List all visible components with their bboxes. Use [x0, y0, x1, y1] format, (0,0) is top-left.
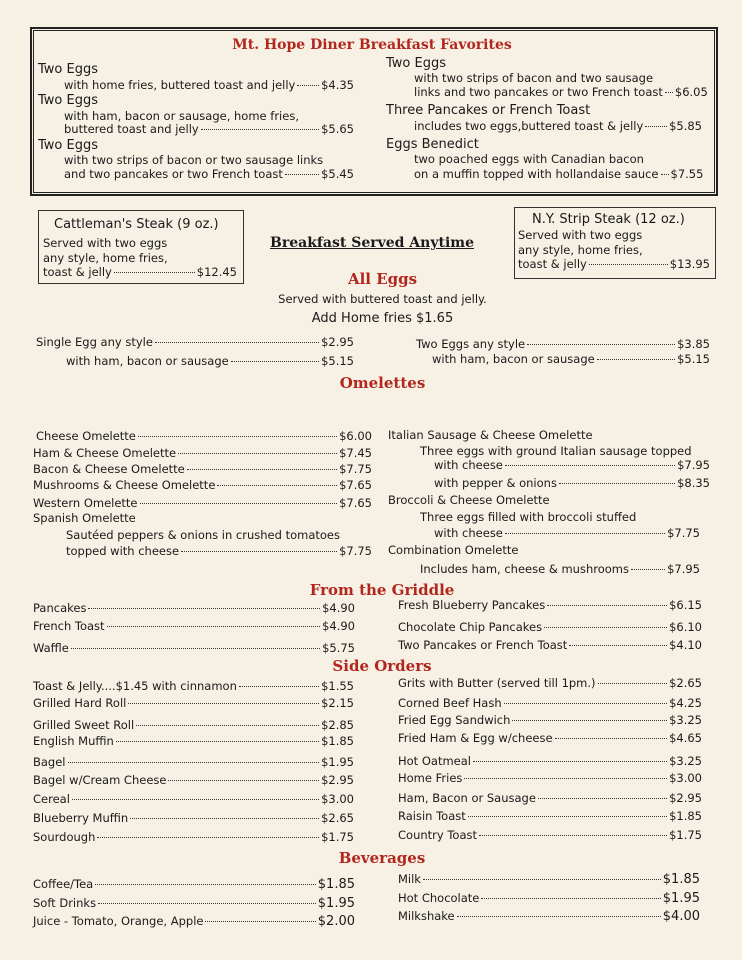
sides-title: Side Orders — [332, 657, 432, 675]
strip-title: N.Y. Strip Steak (12 oz.) — [532, 212, 685, 227]
omelette-left-5: Western Omelette $7.65 — [33, 496, 372, 510]
fav-right-1-line1: with two strips of bacon and two sausage — [414, 71, 654, 85]
strip-line1: Served with two eggs — [518, 228, 643, 242]
all-eggs-note2: Add Home fries $1.65 — [311, 311, 454, 326]
egg-two-meat: with ham, bacon or sausage $5.15 — [432, 352, 710, 366]
fav-left-3-name: Two Eggs — [38, 138, 98, 153]
side-right-1: Grits with Butter (served till 1pm.) $2.65 — [398, 676, 702, 690]
griddle-right-3: Two Pancakes or French Toast $4.10 — [398, 638, 702, 652]
egg-single: Single Egg any style $2.95 — [36, 335, 354, 349]
fav-left-2: buttered toast and jelly $5.65 — [64, 122, 354, 136]
side-right-6: Home Fries $3.00 — [398, 771, 702, 785]
bev-left-2: Soft Drinks $1.95 — [33, 896, 355, 911]
side-left-9: Sourdough $1.75 — [33, 830, 354, 844]
griddle-title: From the Griddle — [309, 581, 455, 599]
broccoli-name: Broccoli & Cheese Omelette — [388, 493, 550, 507]
griddle-right-1: Fresh Blueberry Pancakes $6.15 — [398, 598, 702, 612]
combination-price-row: Includes ham, cheese & mushrooms $7.95 — [420, 562, 700, 576]
favorites-title: Mt. Hope Diner Breakfast Favorites — [232, 37, 512, 53]
bev-left-3: Juice - Tomato, Orange, Apple $2.00 — [33, 914, 355, 929]
italian-name: Italian Sausage & Cheese Omelette — [388, 428, 593, 442]
fav-right-1-name: Two Eggs — [386, 56, 446, 71]
fav-right-2: includes two eggs,buttered toast & jelly $5.85 — [414, 119, 702, 133]
side-right-2: Corned Beef Hash $4.25 — [398, 696, 702, 710]
spanish-desc: Sautéed peppers & onions in crushed tomatoes — [66, 528, 340, 542]
italian-price-row: with cheese $7.95 — [434, 458, 710, 472]
side-right-4: Fried Ham & Egg w/cheese $4.65 — [398, 731, 702, 745]
side-left-4: English Muffin $1.85 — [33, 734, 354, 748]
combination-name: Combination Omelette — [388, 543, 519, 557]
strip-line2: any style, home fries, — [518, 243, 643, 257]
fav-left-2-line1: with ham, bacon or sausage, home fries, — [64, 109, 299, 123]
fav-left-2-name: Two Eggs — [38, 93, 98, 108]
cattleman-line2: any style, home fries, — [43, 251, 168, 265]
anytime-heading: Breakfast Served Anytime — [270, 235, 474, 251]
spanish-name: Spanish Omelette — [33, 511, 136, 525]
griddle-left-3: Waffle $5.75 — [33, 641, 355, 655]
cattleman-line1: Served with two eggs — [43, 236, 168, 250]
fav-right-3-name: Eggs Benedict — [386, 137, 479, 152]
griddle-left-2: French Toast $4.90 — [33, 619, 355, 633]
broccoli-price-row: with cheese $7.75 — [434, 526, 700, 540]
egg-single-meat: with ham, bacon or sausage $5.15 — [66, 354, 354, 368]
side-left-1: Toast & Jelly....$1.45 with cinnamon $1.55 — [33, 679, 354, 693]
side-right-5: Hot Oatmeal $3.25 — [398, 754, 702, 768]
fav-right-1: links and two pancakes or two French toast $6.05 — [414, 85, 708, 99]
bev-right-1: Milk $1.85 — [398, 872, 700, 887]
bev-left-1: Coffee/Tea $1.85 — [33, 877, 355, 892]
fav-right-3-line1: two poached eggs with Canadian bacon — [414, 152, 644, 166]
italian-desc: Three eggs with ground Italian sausage topped — [420, 444, 692, 458]
omelette-left-3: Bacon & Cheese Omelette $7.75 — [33, 462, 372, 476]
bev-right-2: Hot Chocolate $1.95 — [398, 891, 700, 906]
side-right-8: Raisin Toast $1.85 — [398, 809, 702, 823]
omelette-left-1: Cheese Omelette $6.00 — [36, 429, 372, 443]
strip-price-row: toast & jelly $13.95 — [518, 257, 710, 271]
cattleman-title: Cattleman's Steak (9 oz.) — [54, 217, 219, 232]
fav-left-3-line1: with two strips of bacon or two sausage links — [64, 153, 324, 167]
omelette-left-2: Ham & Cheese Omelette $7.45 — [33, 446, 372, 460]
side-left-6: Bagel w/Cream Cheese $2.95 — [33, 773, 354, 787]
fav-left-3: and two pancakes or two French toast $5.45 — [64, 167, 354, 181]
griddle-right-2: Chocolate Chip Pancakes $6.10 — [398, 620, 702, 634]
italian-extra-row: with pepper & onions $8.35 — [434, 476, 710, 490]
broccoli-desc: Three eggs filled with broccoli stuffed — [420, 510, 637, 524]
beverages-title: Beverages — [338, 849, 426, 867]
bev-right-3: Milkshake $4.00 — [398, 909, 700, 924]
griddle-left-1: Pancakes $4.90 — [33, 601, 355, 615]
side-left-5: Bagel $1.95 — [33, 755, 354, 769]
cattleman-price-row: toast & jelly $12.45 — [43, 265, 237, 279]
side-left-7: Cereal $3.00 — [33, 792, 354, 806]
side-left-3: Grilled Sweet Roll $2.85 — [33, 718, 354, 732]
all-eggs-note1: Served with buttered toast and jelly. — [278, 292, 487, 306]
fav-left-1: with home fries, buttered toast and jelly $4.35 — [64, 78, 354, 92]
side-left-2: Grilled Hard Roll $2.15 — [33, 696, 354, 710]
omelettes-title: Omelettes — [339, 374, 426, 392]
omelette-left-4: Mushrooms & Cheese Omelette $7.65 — [33, 478, 372, 492]
fav-left-1-name: Two Eggs — [38, 62, 98, 77]
egg-two: Two Eggs any style $3.85 — [416, 337, 710, 351]
fav-right-2-name: Three Pancakes or French Toast — [386, 103, 591, 118]
spanish-price-row: topped with cheese $7.75 — [66, 544, 372, 558]
side-right-9: Country Toast $1.75 — [398, 828, 702, 842]
fav-right-3: on a muffin topped with hollandaise sauce $7.55 — [414, 167, 704, 181]
side-right-3: Fried Egg Sandwich $3.25 — [398, 713, 702, 727]
side-right-7: Ham, Bacon or Sausage $2.95 — [398, 791, 702, 805]
side-left-8: Blueberry Muffin $2.65 — [33, 811, 354, 825]
all-eggs-title: All Eggs — [347, 270, 418, 288]
